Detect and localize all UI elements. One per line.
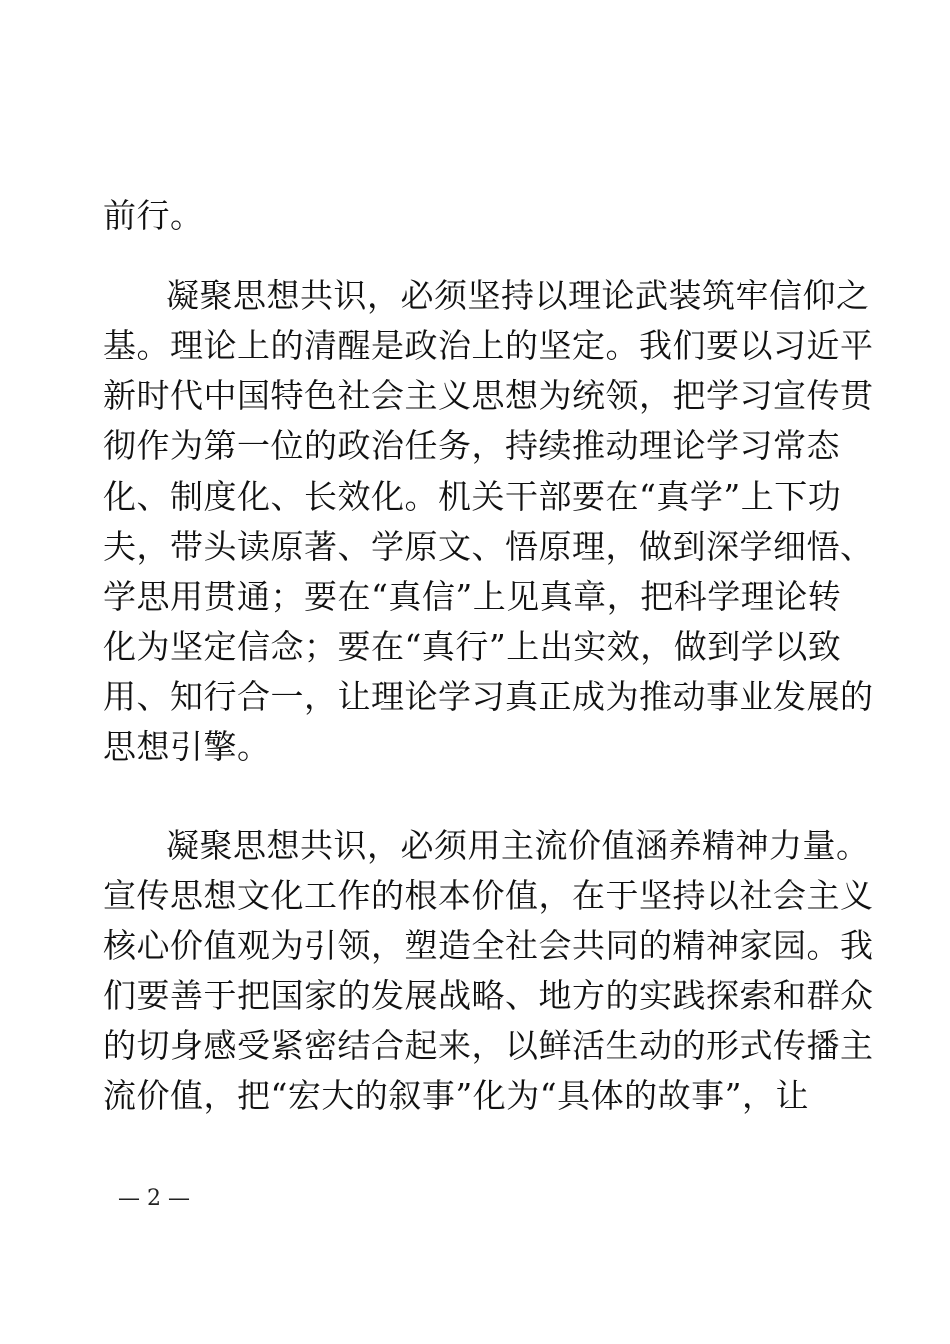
text-line: 宣传思想文化工作的根本价值，在于坚持以社会主义 (103, 876, 874, 915)
text-line: 凝聚思想共识，必须坚持以理论武装筑牢信仰之 (166, 276, 870, 315)
page-number: — 2 — (118, 1186, 190, 1211)
text-line: 用、知行合一，让理论学习真正成为推动事业发展的 (103, 677, 874, 716)
text-line: 思想引擎。 (103, 727, 271, 766)
text-line: 学思用贯通；要在“真信”上见真章，把科学理论转 (103, 577, 842, 616)
text-line: 彻作为第一位的政治任务，持续推动理论学习常态 (103, 426, 840, 465)
text-line: 化、制度化、长效化。机关干部要在“真学”上下功 (103, 477, 842, 516)
text-line: 们要善于把国家的发展战略、地方的实践探索和群众 (103, 976, 874, 1015)
text-line: 夫，带头读原著、学原文、悟原理，做到深学细悟、 (103, 527, 874, 566)
text-line: 前行。 (103, 196, 204, 235)
text-line: 化为坚定信念；要在“真行”上出实效，做到学以致 (103, 627, 842, 666)
text-line: 基。理论上的清醒是政治上的坚定。我们要以习近平 (103, 326, 874, 365)
text-line: 核心价值观为引领，塑造全社会共同的精神家园。我 (103, 926, 874, 965)
text-line: 的切身感受紧密结合起来，以鲜活生动的形式传播主 (103, 1026, 874, 1065)
text-line: 凝聚思想共识，必须用主流价值涵养精神力量。 (166, 826, 870, 865)
text-line: 流价值，把“宏大的叙事”化为“具体的故事”，让 (103, 1076, 809, 1115)
text-line: 新时代中国特色社会主义思想为统领，把学习宣传贯 (103, 376, 874, 415)
